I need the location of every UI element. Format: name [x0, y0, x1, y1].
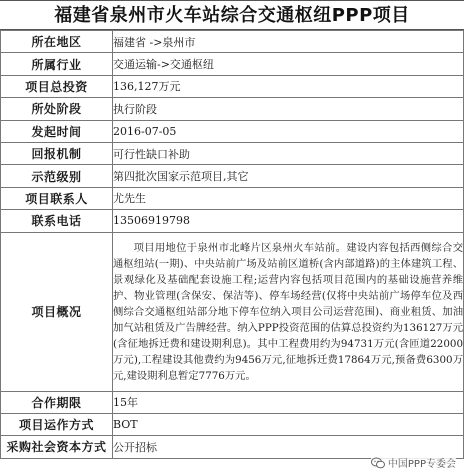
- watermark: [371, 455, 456, 470]
- table-row: [1, 75, 464, 97]
- row-label: 示范级别: [1, 165, 113, 187]
- row-label: 回报机制: [1, 142, 113, 164]
- overview-cell: [113, 232, 464, 391]
- row-label: 发起时间: [1, 120, 113, 142]
- table-row: [1, 31, 464, 53]
- overview-label: 项目概况: [1, 232, 113, 391]
- table-row-overview: [1, 232, 464, 391]
- table-row: [1, 187, 464, 209]
- row-value: 福建省 ->泉州市: [113, 31, 464, 53]
- table-row: [1, 53, 464, 75]
- page-title: 福建省泉州市火车站综合交通枢纽PPP项目: [0, 0, 464, 30]
- table-row: [1, 142, 464, 164]
- row-value: 可行性缺口补助: [113, 142, 464, 164]
- row-label: 采购社会资本方式: [1, 436, 113, 458]
- row-value: 公开招标: [113, 436, 464, 458]
- row-value: 第四批次国家示范项目,其它: [113, 165, 464, 187]
- table-row: [1, 391, 464, 413]
- row-label: 项目运作方式: [1, 413, 113, 435]
- overview-text: 项目用地位于泉州市北峰片区泉州火车站前。建设内容包括西侧综合交通枢纽站(一期)、中央站前广场及站前区道桥(含内部道路)的主体建筑工程、景观绿化及基础配套设施工程;运营内容包括项目范围内的基础设施营养维护、物业管理(含保安、保洁等)、停车场经营(仅将中央站前广场停车位及西侧综合交通枢纽站部分地下停车位纳入项目公司运营范围)、商业租赁、加油加气站租赁及广告牌经营。纳入PPP投资范围的估算总投资约为136127万元(含征地拆迁费和建设期利息)。其中工程费用约为94731万元(含匝道22000万元),工程建设其他费约为9456万元,征地拆迁费17864万元,预备费6300万元,建设期利息暂定7776万元。: [113, 241, 463, 382]
- row-value: 执行阶段: [113, 98, 464, 120]
- wechat-icon: [371, 457, 385, 469]
- row-label: 项目联系人: [1, 187, 113, 209]
- row-value: 13506919798: [113, 210, 464, 232]
- row-label: 合作期限: [1, 391, 113, 413]
- row-label: 所处阶段: [1, 98, 113, 120]
- watermark-text: 中国PPP专委会: [387, 459, 456, 470]
- row-label: 联系电话: [1, 210, 113, 232]
- row-value: 15年: [113, 391, 464, 413]
- row-value: 交通运输->交通枢纽: [113, 53, 464, 75]
- row-label: 所在地区: [1, 31, 113, 53]
- row-value: 2016-07-05: [113, 120, 464, 142]
- table-row: [1, 210, 464, 232]
- row-value: 136,127万元: [113, 75, 464, 97]
- row-value: 尤先生: [113, 187, 464, 209]
- table-row: [1, 120, 464, 142]
- table-row: [1, 413, 464, 435]
- project-info-table: [0, 30, 464, 459]
- row-value: BOT: [113, 413, 464, 435]
- row-label: 项目总投资: [1, 75, 113, 97]
- table-row: [1, 165, 464, 187]
- row-label: 所属行业: [1, 53, 113, 75]
- table-row: [1, 98, 464, 120]
